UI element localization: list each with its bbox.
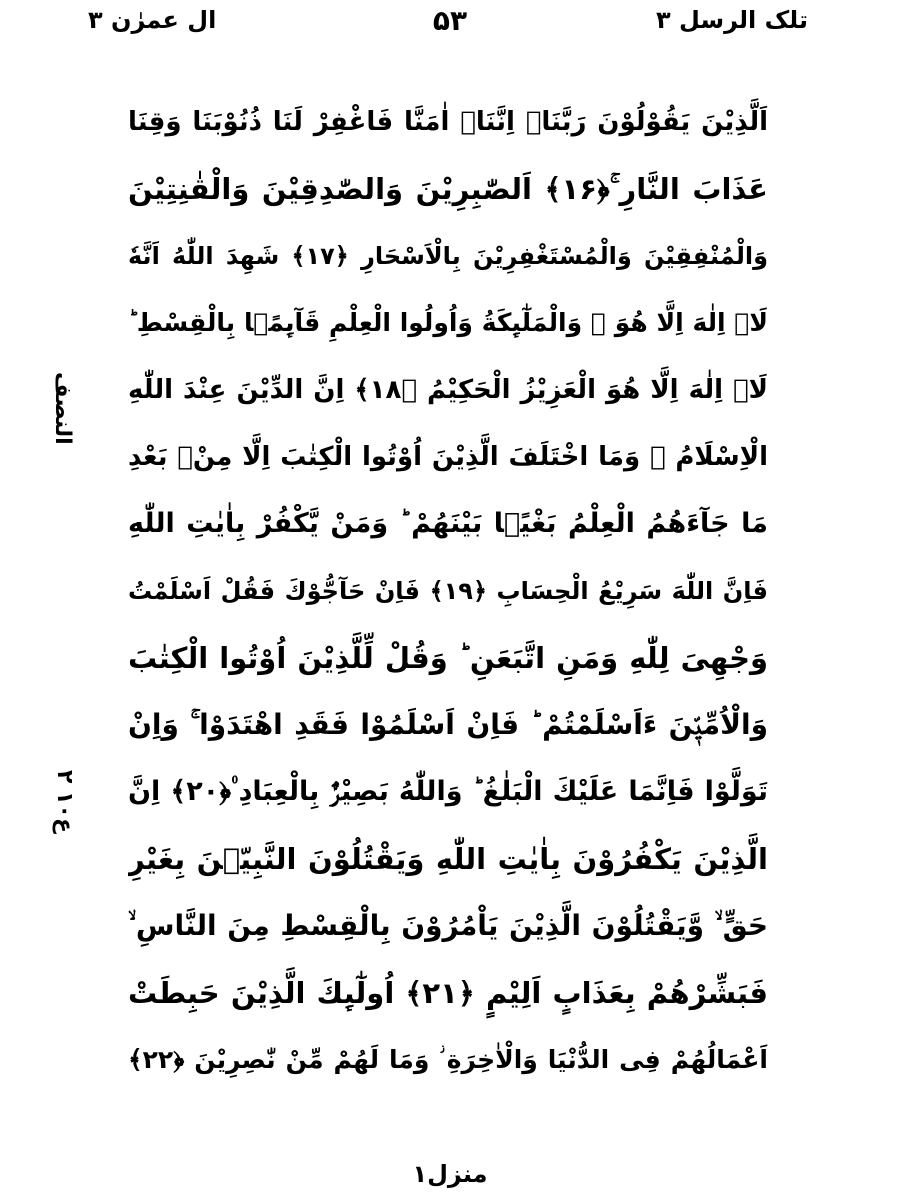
juz-title: تلک الرسل ۳ bbox=[656, 6, 808, 34]
verse-line: وَجْهِیَ لِلّٰهِ وَمَنِ اتَّبَعَنِ ؕ وَقُلْ لِّلَّذِیْنَ اُوْتُوا الْكِتٰبَ bbox=[128, 641, 768, 675]
verse-line: فَبَشِّرْهُمْ بِعَذَابٍ اَلِیْمٍ ﴿۲۱﴾ اُولٰٓىِٕكَ الَّذِیْنَ حَبِطَتْ bbox=[128, 976, 768, 1010]
verse-line: اَعْمَالُهُمْ فِی الدُّنْیَا وَالْاٰخِرَةِ ؗ وَمَا لَهُمْ مِّنْ نّٰصِرِیْنَ ﴿۲۲﴾ bbox=[128, 1045, 768, 1074]
verse-line: اَلَّذِیْنَ یَقُوْلُوْنَ رَبَّنَاۤ اِنَّنَاۤ اٰمَنَّا فَاغْفِرْ لَنَا ذُنُوْبَنَا وَقِنَا bbox=[128, 107, 768, 137]
margin-half-marker: النصف bbox=[50, 372, 75, 445]
verse-line: الْاِسْلَامُ ۫ وَمَا اخْتَلَفَ الَّذِیْنَ اُوْتُوا الْكِتٰبَ اِلَّا مِنْۢ بَعْدِ bbox=[128, 442, 768, 472]
page-footer bbox=[0, 1160, 900, 1196]
manzil-label: منزل۱ bbox=[412, 1160, 488, 1188]
verse-line: عَذَابَ النَّارِ ۚ﴿۱۶﴾ اَلصّٰبِرِیْنَ وَالصّٰدِقِیْنَ وَالْقٰنِتِیْنَ bbox=[128, 172, 768, 206]
surah-title: ال عمرٰن ۳ bbox=[88, 6, 217, 34]
page-header bbox=[0, 0, 900, 48]
verse-line: وَالْمُنْفِقِیْنَ وَالْمُسْتَغْفِرِیْنَ بِالْاَسْحَارِ ﴿۱۷﴾ شَهِدَ اللّٰهُ اَنَّهٗ bbox=[128, 242, 768, 270]
verse-line: لَاۤ اِلٰهَ اِلَّا هُوَ ۙ وَالْمَلٰٓىِٕكَةُ وَاُولُوا الْعِلْمِ قَآىِٕمًۢا بِالْقِسْطِ ؕ bbox=[128, 308, 768, 337]
verse-line: لَاۤ اِلٰهَ اِلَّا هُوَ الْعَزِیْزُ الْحَكِیْمُ ﴿۱۸﴾ اِنَّ الدِّیْنَ عِنْدَ اللّٰهِ bbox=[128, 375, 768, 405]
margin-ruku-marker: ع۱۰ ۲ bbox=[52, 770, 77, 833]
page-number: ۵۳ bbox=[432, 4, 468, 37]
verse-text-block bbox=[128, 88, 768, 1098]
verse-line: فَاِنَّ اللّٰهَ سَرِیْعُ الْحِسَابِ ﴿۱۹﴾ فَاِنْ حَآجُّوْكَ فَقُلْ اَسْلَمْتُ bbox=[128, 577, 768, 605]
verse-line: وَالْاُمِّیّٖنَ ءَاَسْلَمْتُمْ ؕ فَاِنْ اَسْلَمُوْا فَقَدِ اهْتَدَوْا ۚ وَاِنْ bbox=[128, 708, 768, 741]
verse-line: حَقٍّ ۙ وَّیَقْتُلُوْنَ الَّذِیْنَ یَاْمُرُوْنَ بِالْقِسْطِ مِنَ النَّاسِ ۙ bbox=[128, 909, 768, 942]
verse-line: مَا جَآءَهُمُ الْعِلْمُ بَغْیًۢا بَیْنَهُمْ ؕ وَمَنْ یَّكْفُرْ بِاٰیٰتِ اللّٰهِ bbox=[128, 508, 768, 539]
verse-line: تَوَلَّوْا فَاِنَّمَا عَلَیْكَ الْبَلٰغُ ؕ وَاللّٰهُ بَصِیْرٌۢ بِالْعِبَادِ ۠﴿۲۰﴾ اِنَّ bbox=[128, 776, 768, 807]
verse-line: الَّذِیْنَ یَكْفُرُوْنَ بِاٰیٰتِ اللّٰهِ وَیَقْتُلُوْنَ النَّبِیّٖنَ بِغَیْرِ bbox=[128, 842, 768, 876]
